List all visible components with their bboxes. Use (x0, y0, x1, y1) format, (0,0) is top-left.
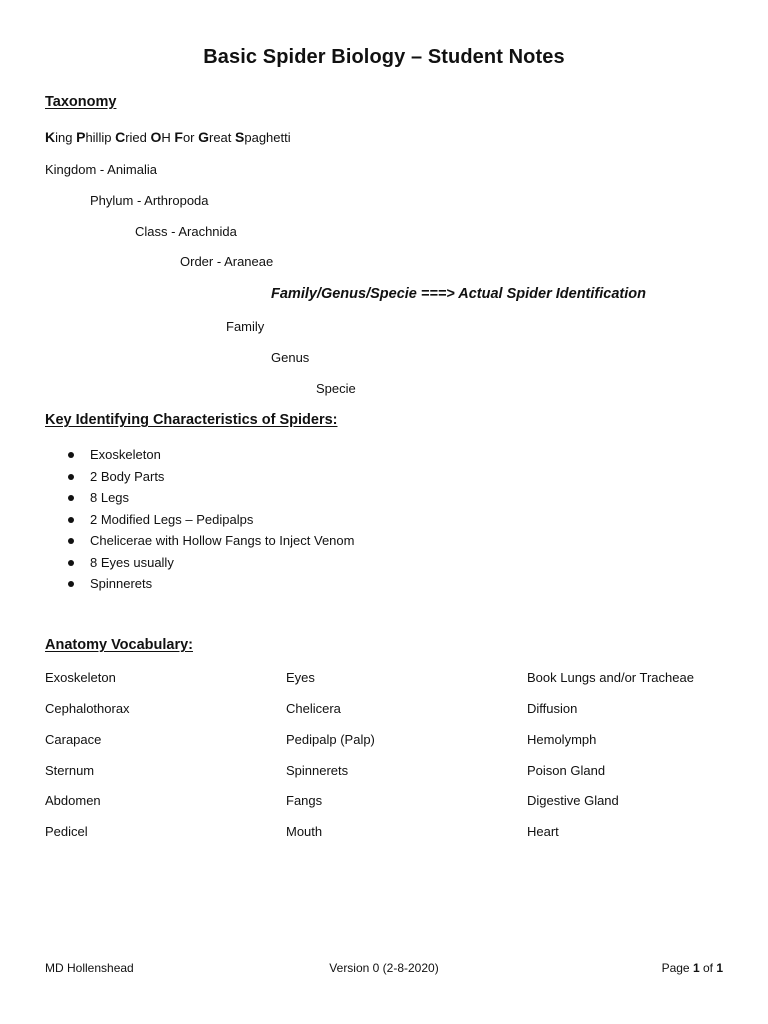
mnemonic-rest: ried (125, 130, 151, 145)
list-item (45, 530, 354, 552)
vocab-term: Hemolymph (527, 732, 597, 747)
page-current: 1 (692, 961, 700, 975)
mnemonic-initial: C (115, 129, 126, 145)
bullet-icon (68, 560, 74, 566)
page-title: Basic Spider Biology – Student Notes (203, 46, 565, 68)
vocab-term: Eyes (286, 670, 315, 685)
list-item-text: Chelicerae with Hollow Fangs to Inject Venom (90, 533, 355, 548)
mnemonic-rest: ing (55, 130, 77, 145)
taxonomy-family: Family (226, 319, 265, 334)
mnemonic-initial: O (150, 129, 162, 145)
page-of: of (699, 961, 717, 975)
page-prefix: Page (661, 961, 693, 975)
vocab-term: Pedicel (45, 824, 88, 839)
mnemonic-initial: P (76, 129, 86, 145)
taxonomy-genus: Genus (271, 350, 310, 365)
vocab-term: Sternum (45, 763, 95, 778)
mnemonic-initial: K (45, 129, 56, 145)
list-item-text: 2 Modified Legs – Pedipalps (90, 511, 254, 527)
mnemonic-initial: F (174, 129, 183, 145)
list-item-text: Exoskeleton (90, 447, 161, 462)
bullet-icon (68, 452, 74, 458)
vocab-term: Poison Gland (527, 763, 606, 778)
taxonomy-heading: Taxonomy (45, 94, 117, 110)
vocab-term: Mouth (286, 824, 323, 839)
footer-version: Version 0 (2-8-2020) (329, 961, 439, 975)
characteristics-list (45, 444, 354, 595)
bullet-icon (68, 581, 74, 587)
list-item (45, 487, 354, 509)
taxonomy-kingdom: Kingdom - Animalia (45, 162, 157, 177)
bullet-icon (68, 517, 74, 523)
mnemonic-rest: paghetti (244, 130, 291, 145)
list-item-text: 8 Legs (90, 490, 130, 505)
vocab-term: Diffusion (527, 701, 578, 716)
mnemonic-initial: S (235, 129, 245, 145)
vocab-term: Fangs (286, 793, 323, 808)
vocab-term: Book Lungs and/or Tracheae (527, 670, 694, 685)
vocab-term: Cephalothorax (45, 701, 130, 716)
list-item (45, 573, 354, 595)
mnemonic-rest: or (182, 130, 199, 145)
taxonomy-order: Order - Araneae (180, 254, 274, 269)
list-item (45, 444, 354, 466)
footer-author: MD Hollenshead (45, 961, 134, 975)
bullet-icon (68, 538, 74, 544)
taxonomy-phylum: Phylum - Arthropoda (90, 193, 209, 208)
list-item-text: Spinnerets (90, 576, 153, 591)
footer-page-number (662, 961, 723, 975)
vocab-term: Abdomen (45, 793, 101, 808)
taxonomy-specie: Specie (316, 381, 356, 396)
bullet-icon (68, 474, 74, 480)
mnemonic-rest: H (161, 130, 175, 145)
taxonomy-class: Class - Arachnida (135, 224, 237, 239)
vocab-term: Heart (527, 824, 559, 839)
page-total: 1 (716, 961, 723, 975)
vocab-term: Spinnerets (286, 763, 349, 778)
vocab-term: Digestive Gland (527, 793, 619, 808)
taxonomy-mnemonic (45, 129, 291, 145)
vocab-term: Chelicera (286, 701, 341, 716)
vocab-term: Exoskeleton (45, 670, 116, 685)
list-item (45, 552, 354, 574)
taxonomy-identification-note: Family/Genus/Specie ===> Actual Spider Identification (271, 286, 646, 302)
list-item (45, 466, 354, 488)
list-item-text: 2 Body Parts (90, 468, 165, 484)
mnemonic-initial: G (198, 129, 209, 145)
mnemonic-rest: hillip (85, 130, 116, 145)
bullet-icon (68, 495, 74, 501)
list-item (45, 509, 354, 531)
anatomy-heading: Anatomy Vocabulary: (45, 637, 193, 653)
characteristics-heading: Key Identifying Characteristics of Spiders: (45, 412, 338, 428)
list-item-text: 8 Eyes usually (90, 554, 174, 570)
mnemonic-rest: reat (209, 130, 236, 145)
vocab-term: Pedipalp (Palp) (286, 732, 375, 747)
vocab-term: Carapace (45, 732, 102, 747)
